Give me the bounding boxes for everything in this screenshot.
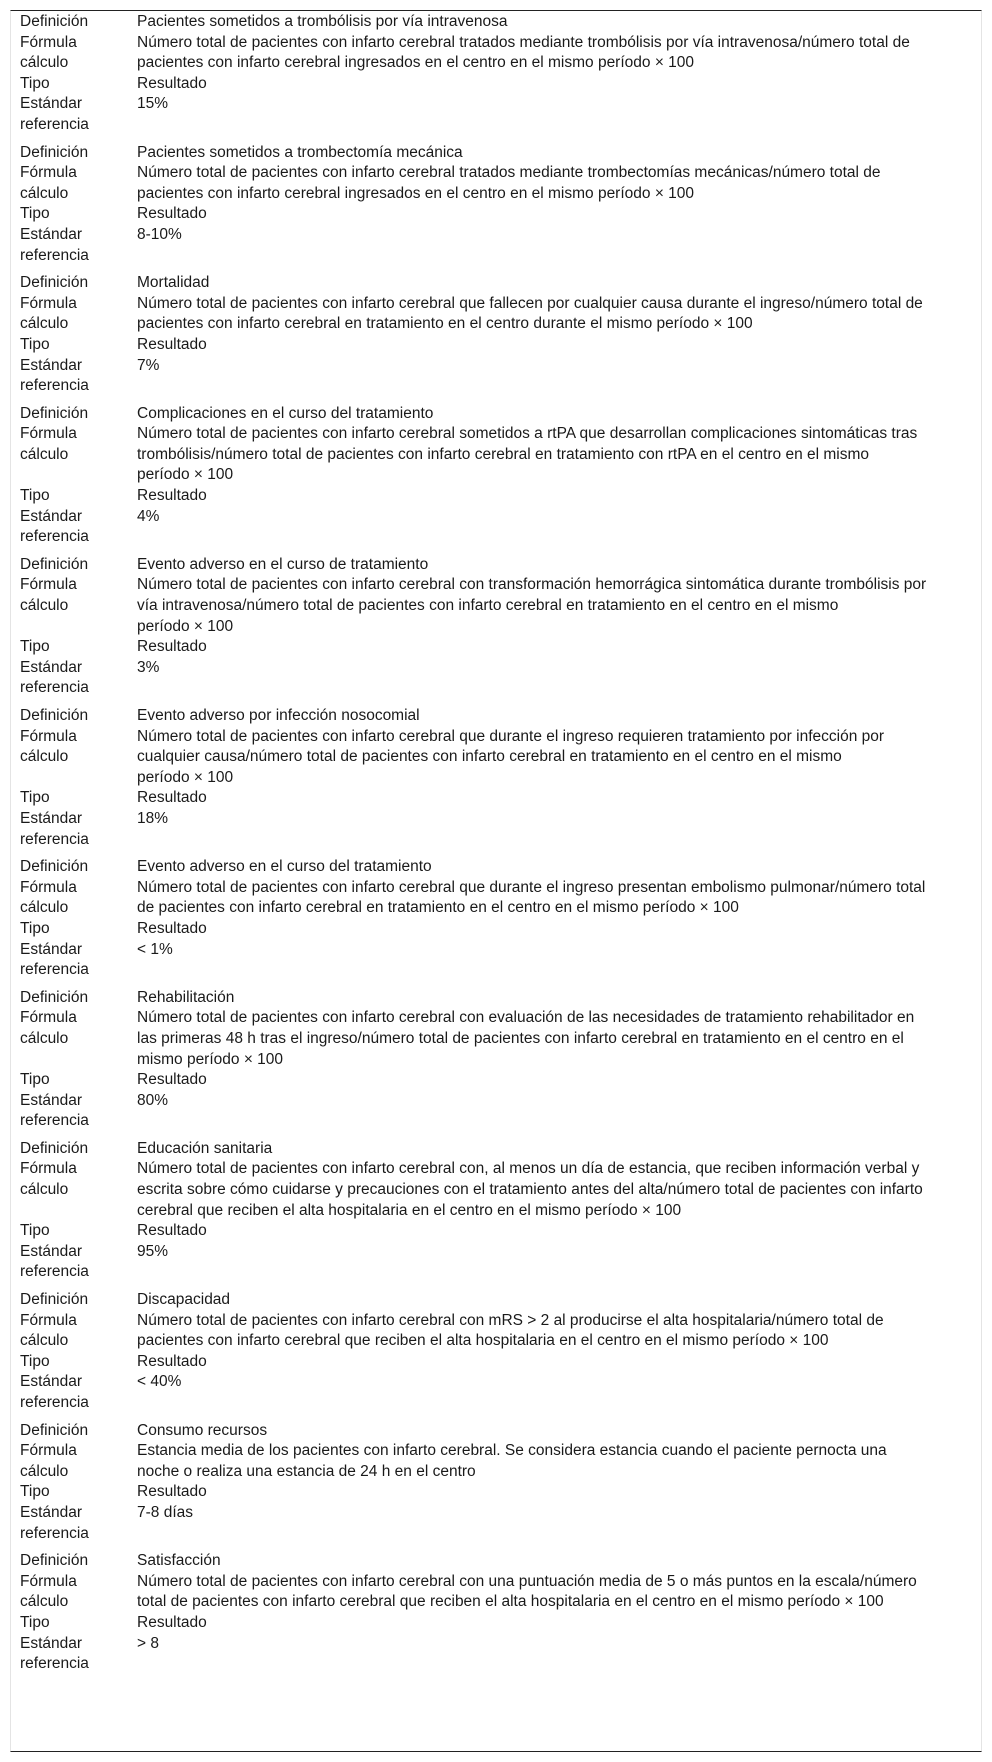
row-label-formula-calculo: Fórmula cálculo [20, 1442, 77, 1480]
row-value-definicion: Evento adverso por infección nosocomial [137, 707, 420, 724]
table-row-formula-calculo [20, 163, 968, 204]
row-value-formula-calculo: Número total de pacientes con infarto cerebral con, al menos un día de estancia, que reciben información verbal y escrita sobre cómo cuidarse y precauciones con el tratamiento antes del alta/número total de pacientes con infarto cerebral que reciben el alta hospitalaria en el centro en el mismo período × 100 [137, 1160, 923, 1219]
table-row-formula-calculo [20, 1008, 968, 1070]
row-label-estandar-referencia: Estándar referencia [20, 507, 89, 546]
table-row-definicion [20, 143, 968, 164]
row-label-definicion: Definición [20, 1421, 89, 1439]
row-label-estandar-referencia: Estándar referencia [20, 1242, 89, 1281]
row-label-formula-calculo: Fórmula cálculo [20, 1160, 77, 1199]
table-row-definicion [20, 1551, 968, 1572]
row-label-formula-calculo: Fórmula cálculo [20, 425, 77, 463]
row-value-estandar-referencia: 95% [137, 1242, 169, 1260]
table-row-definicion [20, 404, 968, 425]
row-label-estandar-referencia: Estándar referencia [20, 95, 89, 133]
table-row-formula-calculo [20, 294, 968, 335]
table-row-tipo [20, 1613, 968, 1634]
row-value-definicion: Pacientes sometidos a trombectomía mecánica [137, 143, 463, 161]
row-value-definicion: Discapacidad [137, 1291, 231, 1309]
row-label-estandar-referencia: Estándar referencia [20, 1634, 89, 1673]
row-label-estandar-referencia: Estándar referencia [20, 1373, 89, 1411]
row-label-tipo: Tipo [20, 1483, 50, 1501]
row-label-tipo: Tipo [20, 205, 50, 223]
row-label-definicion: Definición [20, 988, 89, 1006]
row-value-formula-calculo: Número total de pacientes con infarto cerebral tratados mediante trombectomías mecánicas/número total de pacientes con infarto cerebral ingresados en el centro en el mismo período × 100 [137, 164, 881, 202]
row-value-definicion: Consumo recursos [137, 1421, 268, 1439]
table-row-definicion [20, 1421, 968, 1442]
table-row-estandar-referencia [20, 356, 968, 397]
row-value-tipo: Resultado [137, 74, 207, 92]
row-label-tipo: Tipo [20, 919, 50, 937]
table-row-definicion [20, 988, 968, 1009]
row-value-tipo: Resultado [137, 1071, 207, 1089]
table-row-estandar-referencia [20, 507, 968, 548]
table-row-formula-calculo [20, 424, 968, 486]
row-value-estandar-referencia: < 1% [137, 940, 173, 958]
row-value-estandar-referencia: 15% [137, 95, 169, 113]
table-row-formula-calculo [20, 878, 968, 919]
row-value-tipo: Resultado [137, 205, 207, 223]
table-row-formula-calculo [20, 1159, 968, 1221]
table-row-tipo [20, 919, 968, 940]
row-value-formula-calculo: Número total de pacientes con infarto cerebral sometidos a rtPA que desarrollan complicaciones sintomáticas tras trombólisis/número total de pacientes con infarto cerebral en tratamiento con rtPA en el centro en el mismo período × 100 [137, 425, 918, 484]
row-value-tipo: Resultado [137, 1613, 207, 1631]
indicator-group [20, 706, 968, 850]
row-label-estandar-referencia: Estándar referencia [20, 225, 89, 264]
row-value-tipo: Resultado [137, 638, 207, 656]
indicator-group [20, 143, 968, 267]
row-value-formula-calculo: Número total de pacientes con infarto cerebral con evaluación de las necesidades de tratamiento rehabilitador en las primeras 48 h tras el ingreso/número total de pacientes con infarto cerebral en tratamiento en el centro en el mismo período × 100 [137, 1009, 915, 1068]
row-label-estandar-referencia: Estándar referencia [20, 1091, 89, 1130]
table-row-tipo [20, 335, 968, 356]
row-label-definicion: Definición [20, 143, 89, 161]
indicator-group [20, 12, 968, 136]
indicator-group [20, 404, 968, 548]
row-value-definicion: Evento adverso en el curso de tratamiento [137, 555, 429, 573]
table-row-formula-calculo [20, 1311, 968, 1352]
row-value-estandar-referencia: 8-10% [137, 225, 182, 243]
row-label-formula-calculo: Fórmula cálculo [20, 1572, 77, 1611]
table-row-estandar-referencia [20, 658, 968, 699]
row-label-tipo: Tipo [20, 638, 50, 656]
indicator-group [20, 1139, 968, 1283]
table-row-formula-calculo [20, 1572, 968, 1613]
table-row-estandar-referencia [20, 1634, 968, 1675]
row-value-tipo: Resultado [137, 487, 207, 505]
row-label-tipo: Tipo [20, 1071, 50, 1089]
table-row-definicion [20, 555, 968, 576]
indicator-group [20, 1551, 968, 1675]
row-value-definicion: Complicaciones en el curso del tratamiento [137, 404, 434, 422]
row-label-tipo: Tipo [20, 74, 50, 92]
row-label-estandar-referencia: Estándar referencia [20, 356, 89, 395]
row-label-definicion: Definición [20, 404, 89, 422]
row-label-tipo: Tipo [20, 487, 50, 505]
row-value-definicion: Pacientes sometidos a trombólisis por vía intravenosa [137, 13, 508, 30]
row-label-tipo: Tipo [20, 1352, 50, 1370]
row-value-estandar-referencia: 3% [137, 658, 160, 676]
row-label-formula-calculo: Fórmula cálculo [20, 576, 77, 615]
indicator-group [20, 1290, 968, 1414]
table-row-estandar-referencia [20, 1372, 968, 1413]
table-row-tipo [20, 486, 968, 507]
row-label-definicion: Definición [20, 1552, 89, 1570]
table-row-tipo [20, 74, 968, 95]
row-value-tipo: Resultado [137, 789, 207, 807]
row-label-estandar-referencia: Estándar referencia [20, 940, 89, 979]
row-value-tipo: Resultado [137, 1352, 207, 1370]
row-value-tipo: Resultado [137, 1222, 207, 1240]
indicator-group [20, 857, 968, 981]
row-value-formula-calculo: Número total de pacientes con infarto cerebral que fallecen por cualquier causa durante el ingreso/número total de pacientes con infarto cerebral en tratamiento en el centro durante el mismo período × 100 [137, 294, 923, 333]
row-value-formula-calculo: Número total de pacientes con infarto cerebral que durante el ingreso presentan embolismo pulmonar/número total de pacientes con infarto cerebral en tratamiento en el centro en el mismo período × 100 [137, 878, 926, 917]
row-value-estandar-referencia: 18% [137, 809, 169, 827]
row-label-formula-calculo: Fórmula cálculo [20, 164, 77, 202]
indicator-group [20, 273, 968, 397]
table-row-tipo [20, 1070, 968, 1091]
table-row-definicion [20, 273, 968, 294]
row-value-tipo: Resultado [137, 1483, 207, 1501]
table-row-definicion [20, 1139, 968, 1160]
row-value-estandar-referencia: 7% [137, 356, 160, 374]
indicator-group [20, 1421, 968, 1545]
row-value-definicion: Educación sanitaria [137, 1139, 273, 1157]
row-value-definicion: Rehabilitación [137, 988, 235, 1006]
indicator-group [20, 988, 968, 1132]
row-label-definicion: Definición [20, 555, 89, 573]
row-label-formula-calculo: Fórmula cálculo [20, 1009, 77, 1047]
row-value-formula-calculo: Número total de pacientes con infarto cerebral tratados mediante trombólisis por vía intravenosa/número total de pacientes con infarto cerebral ingresados en el centro en el mismo período × 100 [137, 33, 910, 72]
row-value-formula-calculo: Estancia media de los pacientes con infarto cerebral. Se considera estancia cuando el paciente pernocta una noche o realiza una estancia de 24 h en el centro [137, 1442, 887, 1480]
table-row-definicion [20, 706, 968, 727]
row-label-definicion: Definición [20, 858, 89, 876]
row-label-tipo: Tipo [20, 1613, 50, 1631]
table-row-estandar-referencia [20, 1242, 968, 1283]
row-value-definicion: Satisfacción [137, 1552, 221, 1570]
row-value-formula-calculo: Número total de pacientes con infarto cerebral con una puntuación media de 5 o más puntos en la escala/número total de pacientes con infarto cerebral que reciben el alta hospitalaria en el centro en el mismo período × 100 [137, 1572, 917, 1611]
row-value-estandar-referencia: > 8 [137, 1634, 159, 1652]
row-label-definicion: Definición [20, 707, 89, 724]
table-row-formula-calculo [20, 727, 968, 789]
row-value-definicion: Evento adverso en el curso del tratamiento [137, 858, 432, 876]
row-label-definicion: Definición [20, 274, 89, 292]
table-row-definicion [20, 857, 968, 878]
table-row-tipo [20, 637, 968, 658]
table-row-formula-calculo [20, 33, 968, 74]
row-label-tipo: Tipo [20, 789, 50, 807]
indicator-table [20, 12, 968, 1675]
table-row-estandar-referencia [20, 94, 968, 135]
table-row-tipo [20, 1221, 968, 1242]
row-label-estandar-referencia: Estándar referencia [20, 1503, 89, 1542]
row-label-formula-calculo: Fórmula cálculo [20, 727, 77, 766]
row-value-formula-calculo: Número total de pacientes con infarto cerebral con mRS > 2 al producirse el alta hospitalaria/número total de pacientes con infarto cerebral que reciben el alta hospitalaria en el centro en el mismo período × 100 [137, 1311, 884, 1350]
row-value-formula-calculo: Número total de pacientes con infarto cerebral que durante el ingreso requieren tratamiento por infección por cualquier causa/número total de pacientes con infarto cerebral en tratamiento en el centro en el mismo período × 100 [137, 727, 885, 786]
row-value-estandar-referencia: < 40% [137, 1373, 182, 1391]
row-label-formula-calculo: Fórmula cálculo [20, 33, 77, 72]
row-value-tipo: Resultado [137, 919, 207, 937]
row-label-formula-calculo: Fórmula cálculo [20, 1311, 77, 1350]
table-row-tipo [20, 1352, 968, 1373]
row-label-estandar-referencia: Estándar referencia [20, 658, 89, 697]
table-row-estandar-referencia [20, 1091, 968, 1132]
indicator-group [20, 555, 968, 699]
table-row-estandar-referencia [20, 940, 968, 981]
table-row-estandar-referencia [20, 1503, 968, 1544]
table-row-tipo [20, 204, 968, 225]
table-row-tipo [20, 1482, 968, 1503]
row-label-tipo: Tipo [20, 335, 50, 353]
row-label-definicion: Definición [20, 1291, 89, 1309]
row-label-definicion: Definición [20, 13, 89, 30]
table-row-definicion [20, 12, 968, 33]
row-value-definicion: Mortalidad [137, 274, 210, 292]
table-row-tipo [20, 788, 968, 809]
row-label-tipo: Tipo [20, 1222, 50, 1240]
row-label-estandar-referencia: Estándar referencia [20, 809, 89, 848]
table-row-estandar-referencia [20, 225, 968, 266]
table-row-formula-calculo [20, 575, 968, 637]
row-value-tipo: Resultado [137, 335, 207, 353]
row-value-formula-calculo: Número total de pacientes con infarto cerebral con transformación hemorrágica sintomática durante trombólisis por vía intravenosa/número total de pacientes con infarto cerebral en tratamiento en el centro en el mismo período × 100 [137, 576, 927, 635]
table-row-definicion [20, 1290, 968, 1311]
row-label-formula-calculo: Fórmula cálculo [20, 878, 77, 917]
table-row-formula-calculo [20, 1441, 968, 1482]
row-label-definicion: Definición [20, 1139, 89, 1157]
table-row-estandar-referencia [20, 809, 968, 850]
row-value-estandar-referencia: 7-8 días [137, 1503, 194, 1521]
row-label-formula-calculo: Fórmula cálculo [20, 294, 77, 333]
row-value-estandar-referencia: 4% [137, 507, 160, 525]
row-value-estandar-referencia: 80% [137, 1091, 169, 1109]
